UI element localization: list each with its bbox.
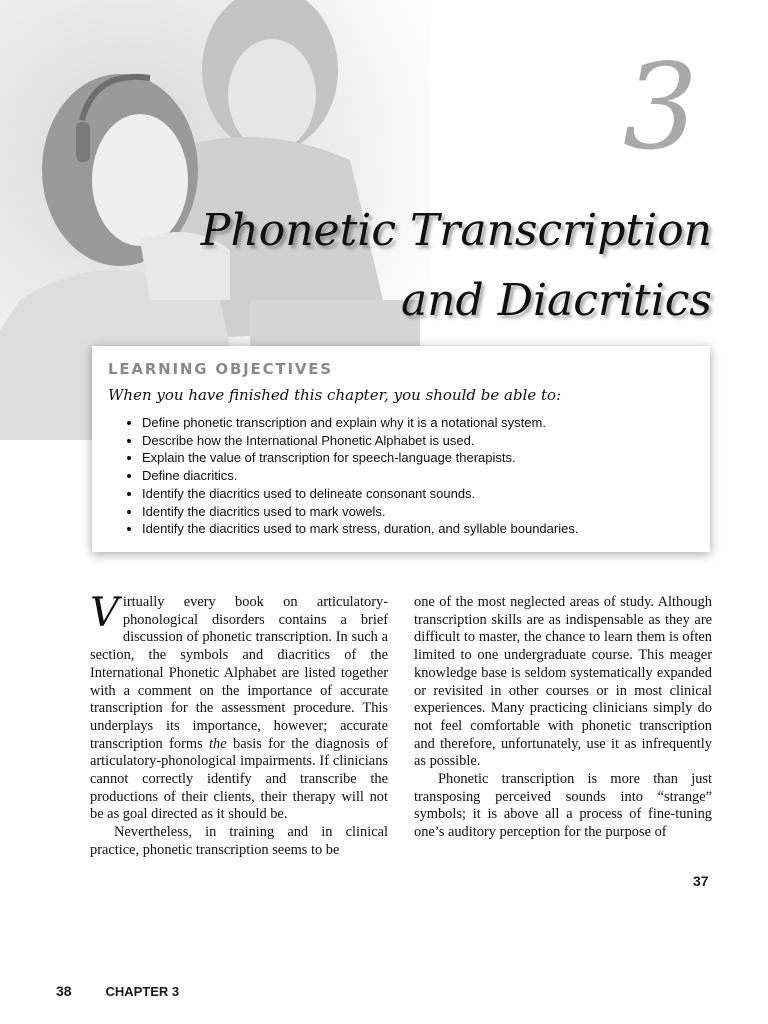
drop-cap: V: [90, 590, 119, 636]
objective-item: • Define diacritics.: [142, 467, 578, 485]
objective-item: • Describe how the International Phonetic Alphabet is used.: [142, 432, 578, 450]
learning-objectives-heading: LEARNING OBJECTIVES: [108, 360, 333, 378]
body-paragraph-1: [90, 590, 388, 824]
footer-page-number: 38: [56, 983, 72, 999]
page-footer: [56, 983, 179, 999]
chapter-title-line-2: and Diacritics: [400, 275, 712, 326]
chapter-number: 3: [622, 38, 698, 176]
objective-item: • Identify the diacritics used to mark vowels.: [142, 503, 578, 521]
objective-item: • Define phonetic transcription and explain why it is a notational system.: [142, 414, 578, 432]
body-paragraph-3: one of the most neglected areas of study. Although transcription skills are as indispensable as they are difficult to master, the chance to learn them is often limited to one undergraduate course. This meager knowledge base is seldom systematically expanded or revisited in other courses or in most clinical experiences. Many practicing clinicians simply do not feel comfortable with phonetic transcription and therefore, unfortunately, use it as infrequently as possible.: [414, 594, 712, 770]
objective-item: • Explain the value of transcription for speech-language therapists.: [142, 449, 578, 467]
learning-objectives-list: [122, 414, 578, 538]
learning-objectives-box: [92, 346, 710, 552]
paragraph-text: basis for the diagnosis of articulatory-phonological impairments. If clinicians cannot correctly identify and transcribe the productions of their clients, their therapy will not be as goal directed as it should be.: [90, 735, 388, 823]
body-column-right: [414, 594, 712, 842]
body-paragraph-4: Phonetic transcription is more than just transposing perceived sounds into “strange” symbols; it is above all a process of fine-tuning one’s auditory perception for the purpose of: [414, 771, 712, 841]
body-column-left: [90, 590, 388, 860]
emphasis-text: the: [209, 735, 227, 752]
body-paragraph-2: Nevertheless, in training and in clinical practice, phonetic transcription seems to be: [90, 824, 388, 858]
page-number: 37: [693, 873, 709, 889]
objective-item: • Identify the diacritics used to delineate consonant sounds.: [142, 485, 578, 503]
learning-objectives-intro: When you have finished this chapter, you should be able to:: [108, 386, 562, 404]
chapter-title: [201, 196, 712, 336]
objective-item: • Identify the diacritics used to mark stress, duration, and syllable boundaries.: [142, 520, 578, 538]
chapter-title-line-1: Phonetic Transcription: [200, 205, 712, 256]
paragraph-text: irtually every book on articulatory-phonological disorders contains a brief discussion of phonetic transcription. In such a section, the symbols and diacritics of the International Phonetic Alphabet are listed together with a comment on the importance of accurate transcription for the assessment procedure. This underplays its importance, however; accurate transcription forms: [90, 594, 388, 752]
running-head: CHAPTER 3: [105, 984, 180, 999]
